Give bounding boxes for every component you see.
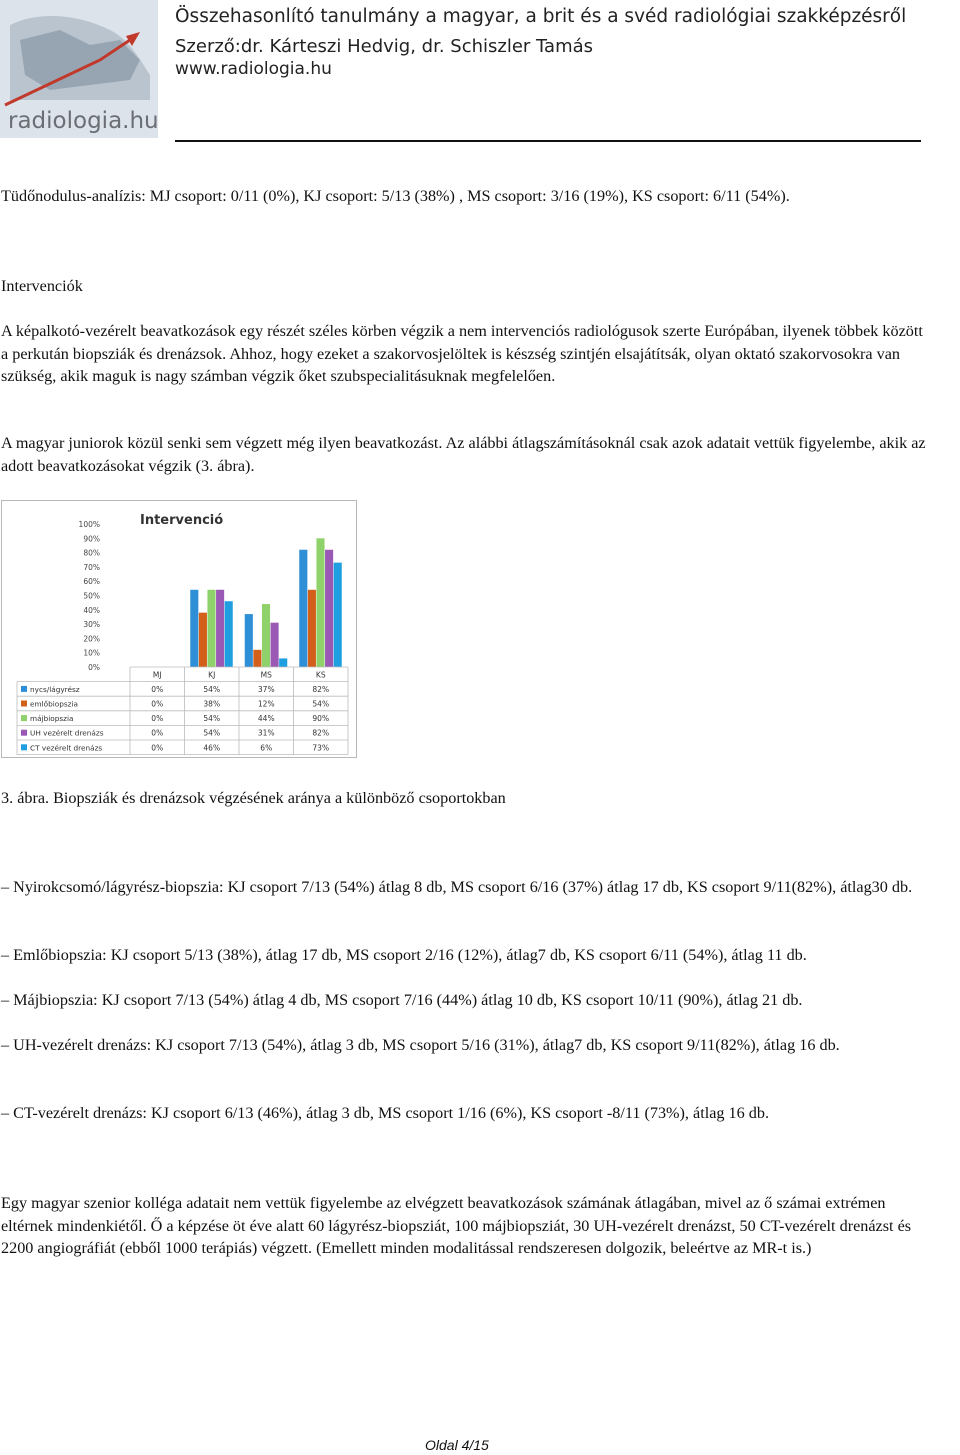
site-url[interactable]: www.radiologia.hu bbox=[175, 59, 332, 79]
legend-label: nycs/lágyrész bbox=[30, 684, 80, 694]
bar bbox=[325, 550, 333, 667]
legend-swatch bbox=[21, 730, 27, 736]
y-tick-label: 10% bbox=[83, 648, 100, 658]
section-heading: Intervenciók bbox=[1, 277, 83, 295]
bar bbox=[279, 658, 287, 667]
legend-swatch bbox=[21, 686, 27, 692]
data-label: 82% bbox=[312, 684, 330, 694]
document-title: Összehasonlító tanulmány a magyar, a brit és a svéd radiológiai szakképzésről bbox=[175, 6, 907, 27]
data-label: 54% bbox=[203, 684, 221, 694]
y-tick-label: 30% bbox=[83, 620, 100, 630]
data-label: 82% bbox=[312, 728, 330, 738]
bullet-ct-drainage: – CT-vezérelt drenázs: KJ csoport 6/13 (46%), átlag 3 db, MS csoport 1/16 (6%), KS csoport -8/11 (73%), átlag 16 db. bbox=[1, 1104, 770, 1122]
data-label: 37% bbox=[257, 684, 275, 694]
legend-swatch bbox=[21, 701, 27, 707]
data-label: 0% bbox=[151, 728, 164, 738]
bullet-lymph-node: – Nyirokcsomó/lágyrész-biopszia: KJ csoport 7/13 (54%) átlag 8 db, MS csoport 6/16 (37%) átlag 17 db, KS csoport 9/11(82%), átlag30 db. bbox=[1, 878, 913, 896]
data-label: 54% bbox=[203, 728, 221, 738]
bar bbox=[299, 550, 307, 667]
chart-title: Intervenció bbox=[140, 513, 224, 528]
bar bbox=[271, 623, 279, 667]
legend-label: emlőbiopszia bbox=[30, 699, 78, 709]
data-label: 46% bbox=[203, 743, 221, 753]
paragraph-junior: A magyar juniorok közül senki sem végzett még ilyen beavatkozást. Az alábbi átlagszámításoknál csak azok adatait vettük figyelembe, akik az adott beavatkozásokat végzik (3. ábra). bbox=[1, 434, 926, 475]
bar bbox=[308, 590, 316, 667]
page-number: Oldal 4/15 bbox=[425, 1437, 489, 1453]
header-divider bbox=[175, 140, 921, 142]
y-tick-label: 60% bbox=[83, 577, 100, 587]
data-label: 44% bbox=[257, 714, 275, 724]
bar bbox=[190, 590, 198, 667]
y-tick-label: 50% bbox=[83, 591, 100, 601]
y-tick-label: 80% bbox=[83, 548, 100, 558]
bullet-breast: – Emlőbiopszia: KJ csoport 5/13 (38%), átlag 17 db, MS csoport 2/16 (12%), átlag7 db, KS csoport 6/11 (54%), átlag 11 db. bbox=[1, 946, 807, 964]
bar bbox=[216, 590, 224, 667]
paragraph-senior: Egy magyar szenior kolléga adatait nem vettük figyelembe az elvégzett beavatkozások számának átlagában, mivel az ő számai extrémen eltérnek mindenkiétől. Ő a képzése öt éve alatt 60 lágyrész-biopsziát, 100 májbiopsziát, 30 UH-vezérelt drenázst, 50 CT-vezérelt drenázst és 2200 angiográfiát (ebből 1000 terápiás) végzett. (Emellett minden modalitással rendszeresen dolgozik, beleértve az MR-t is.) bbox=[1, 1194, 912, 1257]
data-label: 12% bbox=[257, 699, 275, 709]
data-label: 0% bbox=[151, 743, 164, 753]
legend-label: májbiopszia bbox=[30, 714, 74, 724]
data-label: 0% bbox=[151, 684, 164, 694]
figure-caption: 3. ábra. Biopsziák és drenázsok végzésének aránya a különböző csoportokban bbox=[1, 789, 506, 807]
category-label: KS bbox=[315, 670, 326, 680]
data-label: 31% bbox=[257, 728, 275, 738]
bar bbox=[225, 601, 233, 667]
bar bbox=[245, 614, 253, 667]
data-label: 6% bbox=[260, 743, 273, 753]
data-label: 0% bbox=[151, 699, 164, 709]
data-label: 73% bbox=[312, 743, 330, 753]
logo-text: radiologia.hu bbox=[8, 108, 158, 134]
legend-swatch bbox=[21, 715, 27, 721]
data-label: 38% bbox=[203, 699, 221, 709]
y-tick-label: 100% bbox=[78, 520, 100, 529]
category-label: MS bbox=[260, 670, 272, 680]
chart-svg bbox=[2, 501, 358, 759]
document-author: Szerző:dr. Kárteszi Hedvig, dr. Schiszler Tamás bbox=[175, 36, 594, 57]
bullet-liver: – Májbiopszia: KJ csoport 7/13 (54%) átlag 4 db, MS csoport 7/16 (44%) átlag 10 db, KS csoport 10/11 (90%), átlag 21 db. bbox=[1, 991, 803, 1009]
category-label: MJ bbox=[152, 670, 162, 680]
data-label: 54% bbox=[312, 699, 330, 709]
data-label: 54% bbox=[203, 714, 221, 724]
data-label: 0% bbox=[151, 714, 164, 724]
paragraph-nodule-analysis: Tüdőnodulus-analízis: MJ csoport: 0/11 (0%), KJ csoport: 5/13 (38%) , MS csoport: 3/16 (19%), KS csoport: 6/11 (54%). bbox=[1, 187, 790, 205]
bar bbox=[262, 604, 270, 667]
data-label: 90% bbox=[312, 714, 330, 724]
category-label: KJ bbox=[208, 670, 216, 680]
y-tick-label: 70% bbox=[83, 562, 100, 572]
y-tick-label: 40% bbox=[83, 605, 100, 615]
legend-label: CT vezérelt drenázs bbox=[30, 743, 103, 753]
bar bbox=[207, 590, 215, 667]
legend-label: UH vezérelt drenázs bbox=[30, 728, 104, 738]
legend-swatch bbox=[21, 744, 27, 750]
bar bbox=[316, 538, 324, 667]
bullet-us-drainage: – UH-vezérelt drenázs: KJ csoport 7/13 (54%), átlag 3 db, MS csoport 5/16 (31%), átlag7 db, KS csoport 9/11(82%), átlag 16 db. bbox=[1, 1036, 840, 1054]
intervention-chart bbox=[1, 500, 357, 758]
site-logo bbox=[0, 0, 158, 138]
paragraph-interventions: A képalkotó-vezérelt beavatkozások egy részét széles körben végzik a nem intervenciós radiológusok szerte Európában, ilyenek többek között a perkután biopsziák és drenázsok. Ahhoz, hogy ezeket a szakorvosjelöltek is készség szintjén elsajátítsák, olyan oktató szakorvosokra van szükség, akik maguk is nagy számban végzik őket szubspecialitásuknak megfelelően. bbox=[1, 322, 923, 385]
y-tick-label: 0% bbox=[88, 663, 100, 672]
bar bbox=[199, 613, 207, 667]
y-tick-label: 90% bbox=[83, 534, 100, 544]
bar bbox=[334, 563, 342, 667]
bar bbox=[253, 650, 261, 667]
y-tick-label: 20% bbox=[83, 634, 100, 644]
